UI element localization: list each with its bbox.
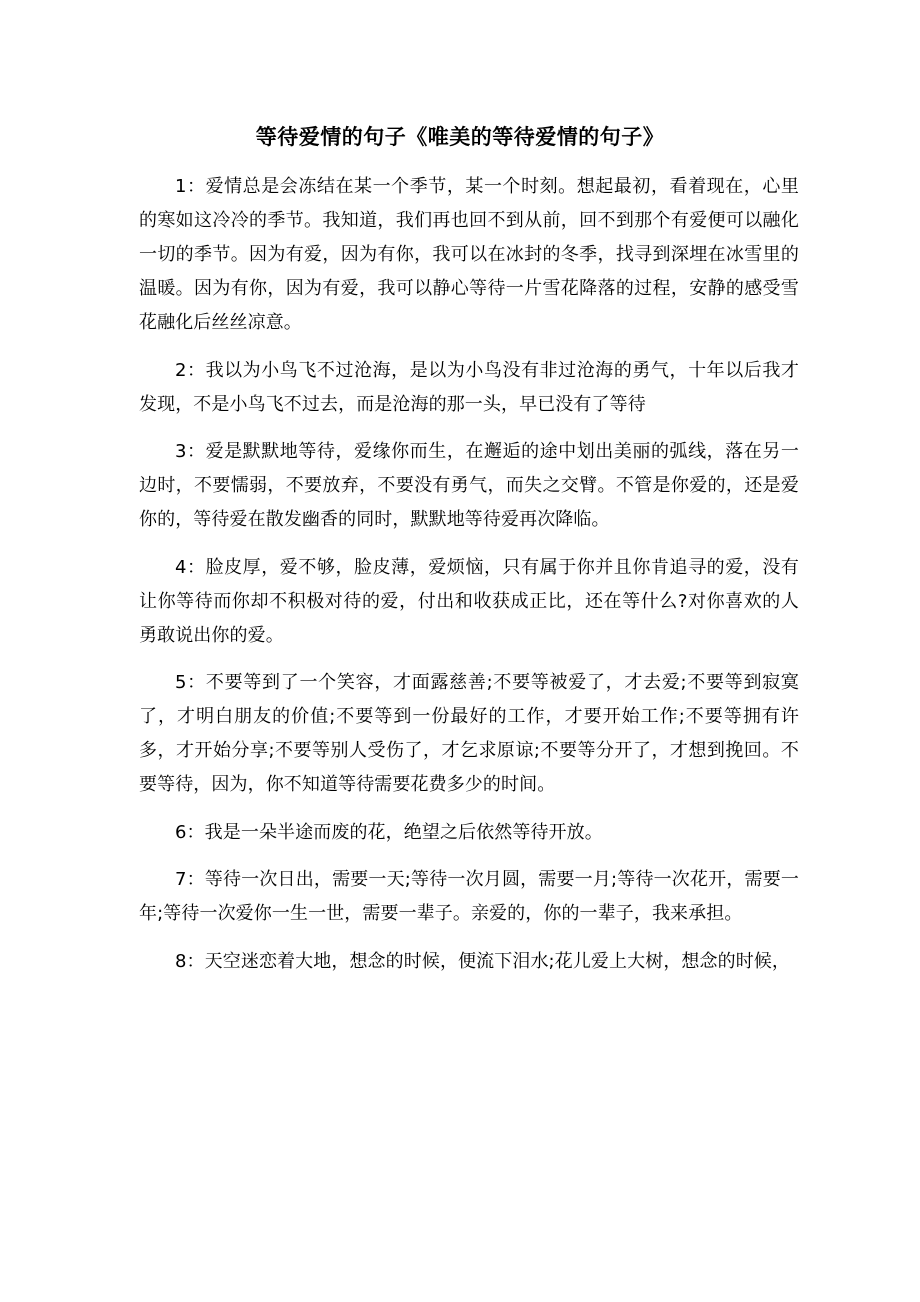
document-title: 等待爱情的句子《唯美的等待爱情的句子》 bbox=[255, 125, 665, 149]
paragraph-8: 8：天空迷恋着大地，想念的时候，便流下泪水;花儿爱上大树，想念的时候， bbox=[175, 950, 791, 972]
paragraph-3: 3：爱是默默地等待，爱缘你而生，在邂逅的途中划出美丽的弧线，落在另一边时，不要懦弱，不要放弃，不要没有勇气，而失之交臂。不管是你爱的，还是爱你的，等待爱在散发幽香的同时，默默地等待爱再次降临。 bbox=[139, 441, 799, 530]
paragraph-6: 6：我是一朵半途而废的花，绝望之后依然等待开放。 bbox=[175, 821, 603, 843]
paragraph-2: 2：我以为小鸟飞不过沧海，是以为小鸟没有非过沧海的勇气，十年以后我才发现，不是小鸟飞不过去，而是沧海的那一头，早已没有了等待 bbox=[139, 359, 799, 415]
paragraph-4: 4：脸皮厚，爱不够，脸皮薄，爱烦恼，只有属于你并且你肯追寻的爱，没有让你等待而你却不积极对待的爱，付出和收获成正比，还在等什么?对你喜欢的人勇敢说出你的爱。 bbox=[139, 556, 799, 646]
paragraph-1: 1：爱情总是会冻结在某一个季节，某一个时刻。想起最初，看着现在，心里的寒如这冷冷的季节。我知道，我们再也回不到从前，回不到那个有爱便可以融化一切的季节。因为有爱，因为有你，我可以在冰封的冬季，找寻到深埋在冰雪里的温暖。因为有你，因为有爱，我可以静心等待一片雪花降落的过程，安静的感受雪花融化后丝丝凉意。 bbox=[139, 176, 799, 333]
document-body bbox=[139, 170, 799, 979]
paragraph-7: 7：等待一次日出，需要一天;等待一次月圆，需要一月;等待一次花开，需要一年;等待一次爱你一生一世，需要一辈子。亲爱的，你的一辈子，我来承担。 bbox=[139, 869, 799, 924]
paragraph-5: 5：不要等到了一个笑容，才面露慈善;不要等被爱了，才去爱;不要等到寂寞了，才明白朋友的价值;不要等到一份最好的工作，才要开始工作;不要等拥有许多，才开始分享;不要等别人受伤了，才乞求原谅;不要等分开了，才想到挽回。不要等待，因为，你不知道等待需要花费多少的时间。 bbox=[139, 672, 799, 795]
